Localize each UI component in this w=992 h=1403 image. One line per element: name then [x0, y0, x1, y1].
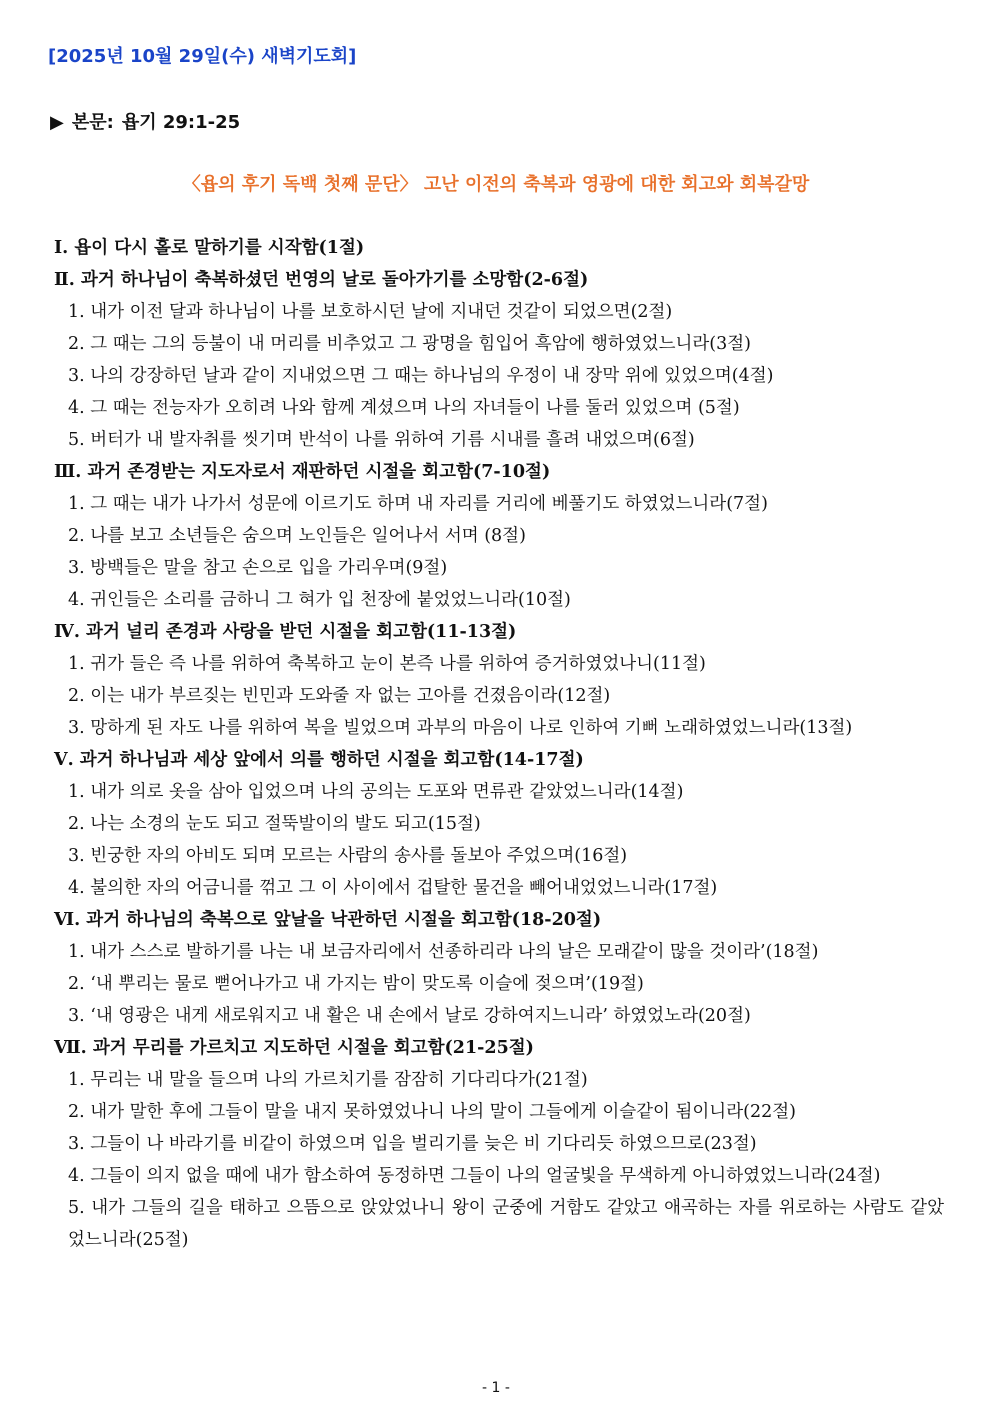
service-date-title: [2025년 10월 29일(수) 새벽기도회]	[48, 46, 357, 67]
outline-item: 4. 불의한 자의 어금니를 꺾고 그 이 사이에서 겁탈한 물건을 빼어내었었느니라(17절)	[68, 878, 718, 898]
page-number: - 1 -	[482, 1380, 510, 1396]
outline-item: 4. 그들이 의지 없을 때에 내가 함소하여 동정하면 그들이 나의 얼굴빛을 무색하게 아니하였었느니라(24절)	[68, 1166, 881, 1186]
outline-item: 1. 무리는 내 말을 들으며 나의 가르치기를 잠잠히 기다리다가(21절)	[68, 1070, 588, 1090]
outline-item: 3. 망하게 된 자도 나를 위하여 복을 빌었으며 과부의 마음이 나로 인하여 기뻐 노래하였었느니라(13절)	[68, 718, 853, 738]
outline-item: 4. 그 때는 전능자가 오히려 나와 함께 계셨으며 나의 자녀들이 나를 둘러 있었으며 (5절)	[68, 398, 740, 418]
section-heading: Ⅳ. 과거 널리 존경과 사랑을 받던 시절을 회고함(11-13절)	[54, 622, 517, 642]
outline-item: 3. 나의 강장하던 날과 같이 지내었으면 그 때는 하나님의 우정이 내 장막 위에 있었으며(4절)	[68, 366, 774, 386]
passage-reference: 욥기 29:1-25	[121, 112, 241, 133]
triangle-bullet-icon: ▶	[50, 112, 64, 133]
outline-item: 3. 그들이 나 바라기를 비같이 하였으며 입을 벌리기를 늦은 비 기다리듯 하였으므로(23절)	[68, 1134, 757, 1154]
outline-item: 3. 빈궁한 자의 아비도 되며 모르는 사람의 송사를 돌보아 주었으며(16절)	[68, 846, 628, 866]
section-heading: Ⅱ. 과거 하나님이 축복하셨던 번영의 날로 돌아가기를 소망함(2-6절)	[54, 270, 589, 290]
outline-item: 2. 나를 보고 소년들은 숨으며 노인들은 일어나서 서며 (8절)	[68, 526, 526, 546]
outline-item: 5. 버터가 내 발자취를 씻기며 반석이 나를 위하여 기름 시내를 흘려 내었으며(6절)	[68, 430, 695, 450]
sermon-subtitle: 〈욥의 후기 독백 첫째 문단〉 고난 이전의 축복과 영광에 대한 회고와 회복갈망	[182, 174, 810, 195]
sermon-outline	[48, 232, 944, 1256]
section-heading: Ⅵ. 과거 하나님의 축복으로 앞날을 낙관하던 시절을 회고함(18-20절)	[54, 910, 602, 930]
section-heading: Ⅶ. 과거 무리를 가르치고 지도하던 시절을 회고함(21-25절)	[54, 1038, 534, 1058]
outline-item: 2. 내가 말한 후에 그들이 말을 내지 못하였었나니 나의 말이 그들에게 이슬같이 됨이니라(22절)	[68, 1102, 796, 1122]
outline-item: 1. 그 때는 내가 나가서 성문에 이르기도 하며 내 자리를 거리에 베풀기도 하였었느니라(7절)	[68, 494, 768, 514]
outline-item: 5. 내가 그들의 길을 태하고 으뜸으로 앉았었나니 왕이 군중에 거함도 같았고 애곡하는 자를 위로하는 사람도 같았었느니라(25절)	[68, 1198, 944, 1250]
outline-item: 1. 내가 이전 달과 하나님이 나를 보호하시던 날에 지내던 것같이 되었으면(2절)	[68, 302, 673, 322]
outline-item: 2. 그 때는 그의 등불이 내 머리를 비추었고 그 광명을 힘입어 흑암에 행하였었느니라(3절)	[68, 334, 752, 354]
outline-item: 3. ‘내 영광은 내게 새로워지고 내 활은 내 손에서 날로 강하여지느니라’ 하였었노라(20절)	[68, 1006, 751, 1026]
outline-item: 1. 귀가 들은 즉 나를 위하여 축복하고 눈이 본즉 나를 위하여 증거하였었나니(11절)	[68, 654, 706, 674]
outline-item: 2. 나는 소경의 눈도 되고 절뚝발이의 발도 되고(15절)	[68, 814, 481, 834]
section-heading: Ⅰ. 욥이 다시 홀로 말하기를 시작함(1절)	[54, 238, 365, 258]
outline-item: 4. 귀인들은 소리를 금하니 그 혀가 입 천장에 붙었었느니라(10절)	[68, 590, 571, 610]
outline-item: 1. 내가 스스로 발하기를 나는 내 보금자리에서 선종하리라 나의 날은 모래같이 많을 것이라’(18절)	[68, 942, 819, 962]
outline-item: 2. ‘내 뿌리는 물로 뻗어나가고 내 가지는 밤이 맞도록 이슬에 젖으며’(19절)	[68, 974, 644, 994]
scripture-passage	[50, 108, 240, 134]
section-heading: Ⅲ. 과거 존경받는 지도자로서 재판하던 시절을 회고함(7-10절)	[54, 462, 551, 482]
outline-item: 3. 방백들은 말을 참고 손으로 입을 가리우며(9절)	[68, 558, 448, 578]
passage-label: 본문:	[71, 112, 114, 133]
outline-item: 2. 이는 내가 부르짖는 빈민과 도와줄 자 없는 고아를 건졌음이라(12절)	[68, 686, 611, 706]
section-heading: Ⅴ. 과거 하나님과 세상 앞에서 의를 행하던 시절을 회고함(14-17절)	[54, 750, 584, 770]
outline-item: 1. 내가 의로 옷을 삼아 입었으며 나의 공의는 도포와 면류관 같았었느니라(14절)	[68, 782, 684, 802]
